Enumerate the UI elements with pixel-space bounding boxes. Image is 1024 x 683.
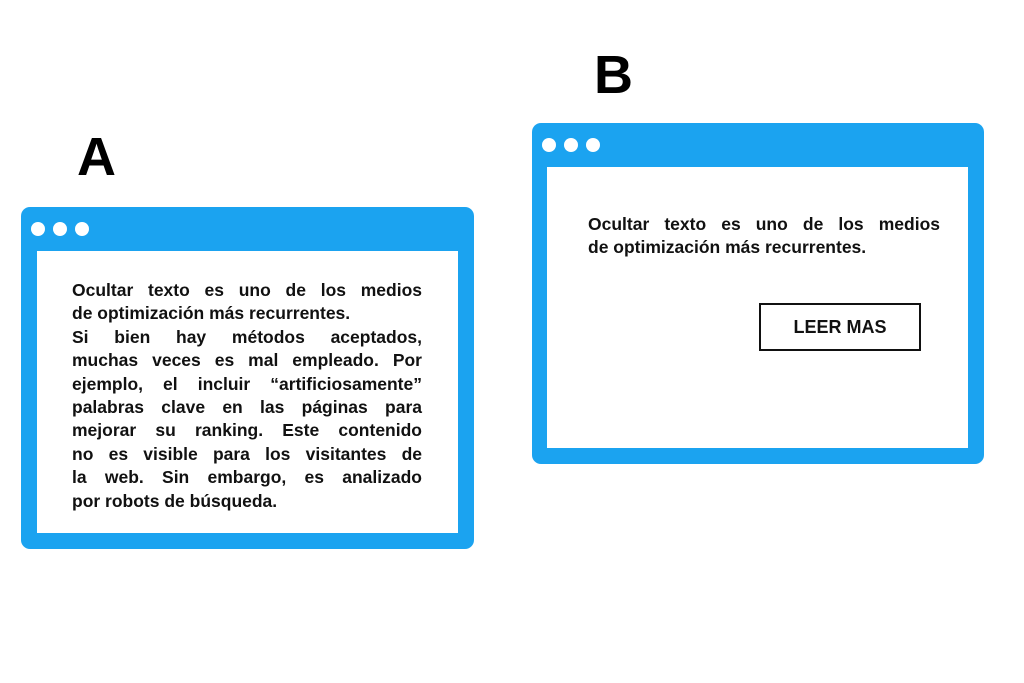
text-line: Ocultar texto es uno de los medios bbox=[72, 280, 422, 300]
window-b-content bbox=[547, 167, 968, 448]
text-line: mejorar su ranking. Este contenido bbox=[72, 420, 422, 441]
browser-window-a bbox=[21, 207, 474, 549]
window-dot-1 bbox=[31, 222, 45, 236]
window-a-content bbox=[37, 251, 458, 533]
read-more-button[interactable]: LEER MAS bbox=[759, 303, 921, 351]
text-line: muchas veces es mal empleado. Por bbox=[72, 350, 422, 371]
text-line: palabras clave en las páginas para bbox=[72, 397, 422, 418]
window-dot-2 bbox=[53, 222, 67, 236]
panel-b-label: B bbox=[594, 45, 633, 105]
window-b-titlebar bbox=[532, 123, 984, 167]
text-line: de optimización más recurrentes. bbox=[588, 237, 867, 258]
panel-a-label: A bbox=[77, 127, 116, 187]
window-a-titlebar bbox=[21, 207, 474, 251]
window-dot-3 bbox=[586, 138, 600, 152]
text-line: Si bien hay métodos aceptados, bbox=[72, 326, 422, 347]
window-dot-1 bbox=[542, 138, 556, 152]
browser-window-b bbox=[532, 123, 984, 464]
text-line: no es visible para los visitantes de bbox=[72, 443, 422, 464]
text-line: de optimización más recurrentes. bbox=[72, 303, 351, 324]
full-text-paragraph bbox=[72, 279, 422, 513]
text-line: Ocultar texto es uno de los medios bbox=[588, 214, 940, 234]
text-line: por robots de búsqueda. bbox=[72, 490, 278, 511]
text-line: la web. Sin embargo, es analizado bbox=[72, 467, 422, 488]
window-dot-3 bbox=[75, 222, 89, 236]
text-line: ejemplo, el incluir “artificiosamente” bbox=[72, 373, 422, 394]
window-dot-2 bbox=[564, 138, 578, 152]
short-text-paragraph bbox=[588, 213, 940, 260]
